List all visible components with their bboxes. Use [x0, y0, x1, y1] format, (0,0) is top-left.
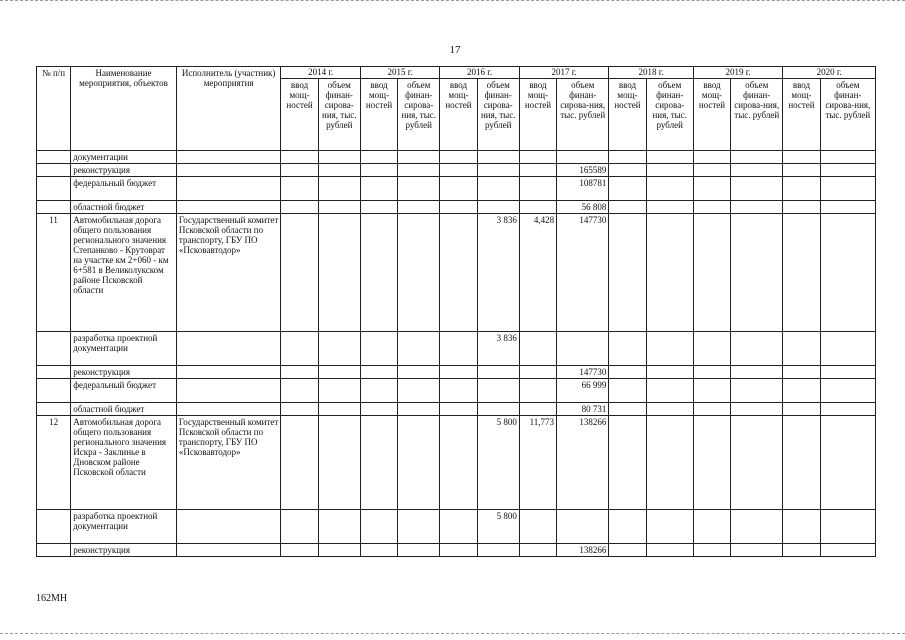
row-executor: Государственный комитет Псковской области по транспорту, ГБУ ПО «Псковавтодор» [176, 416, 281, 510]
finance-cell [646, 177, 693, 201]
capacity-cell [609, 510, 646, 544]
capacity-cell [783, 214, 820, 332]
finance-cell [398, 379, 440, 403]
table-row [37, 510, 876, 544]
row-name: федеральный бюджет [71, 379, 177, 403]
table-row [37, 214, 876, 332]
finance-cell [318, 416, 360, 510]
row-executor [176, 379, 281, 403]
capacity-cell [281, 201, 318, 214]
capacity-cell [440, 214, 477, 332]
sub-finance-2015: объем финан-сирова-ния, тыс. рублей [398, 79, 440, 151]
row-name: реконструкция [71, 164, 177, 177]
finance-cell [398, 416, 440, 510]
row-executor [176, 201, 281, 214]
row-executor [176, 177, 281, 201]
row-number [37, 201, 71, 214]
row-executor [176, 403, 281, 416]
finance-cell [820, 416, 875, 510]
row-name: реконструкция [71, 544, 177, 557]
row-executor [176, 366, 281, 379]
finance-cell [646, 201, 693, 214]
capacity-cell [440, 177, 477, 201]
sub-capacity-2017: ввод мощ-ностей [519, 79, 556, 151]
finance-cell [646, 416, 693, 510]
finance-cell [820, 544, 875, 557]
finance-cell: 66 999 [557, 379, 609, 403]
finance-cell [731, 416, 783, 510]
capacity-cell [783, 403, 820, 416]
capacity-cell [609, 544, 646, 557]
capacity-cell [693, 332, 730, 366]
program-table [36, 66, 876, 557]
finance-cell [477, 151, 519, 164]
capacity-cell [783, 366, 820, 379]
capacity-cell [783, 544, 820, 557]
capacity-cell [519, 151, 556, 164]
finance-cell [477, 379, 519, 403]
finance-cell: 138266 [557, 544, 609, 557]
finance-cell [731, 332, 783, 366]
footer-code: 162МН [36, 593, 68, 604]
table-row [37, 366, 876, 379]
capacity-cell: 4,428 [519, 214, 556, 332]
capacity-cell [440, 544, 477, 557]
capacity-cell [783, 510, 820, 544]
finance-cell [398, 151, 440, 164]
capacity-cell [360, 214, 397, 332]
row-executor [176, 151, 281, 164]
finance-cell [646, 151, 693, 164]
finance-cell [820, 403, 875, 416]
table-row [37, 151, 876, 164]
finance-cell: 165589 [557, 164, 609, 177]
finance-cell [731, 403, 783, 416]
finance-cell [820, 201, 875, 214]
year-header-2020: 2020 г. [783, 67, 876, 79]
capacity-cell [281, 151, 318, 164]
sub-capacity-2019: ввод мощ-ностей [693, 79, 730, 151]
capacity-cell [519, 366, 556, 379]
finance-cell [731, 510, 783, 544]
finance-cell [318, 403, 360, 416]
year-header-2018: 2018 г. [609, 67, 694, 79]
capacity-cell [360, 332, 397, 366]
sub-capacity-2015: ввод мощ-ностей [360, 79, 397, 151]
finance-cell: 56 808 [557, 201, 609, 214]
finance-cell [646, 544, 693, 557]
row-executor [176, 510, 281, 544]
finance-cell [318, 151, 360, 164]
row-number: 11 [37, 214, 71, 332]
year-header-2014: 2014 г. [281, 67, 360, 79]
capacity-cell [281, 403, 318, 416]
capacity-cell [693, 151, 730, 164]
row-executor: Государственный комитет Псковской области по транспорту, ГБУ ПО «Псковавтодор» [176, 214, 281, 332]
finance-cell [820, 366, 875, 379]
capacity-cell [609, 214, 646, 332]
row-number [37, 177, 71, 201]
row-number [37, 151, 71, 164]
capacity-cell [783, 151, 820, 164]
finance-cell [477, 164, 519, 177]
capacity-cell [609, 403, 646, 416]
capacity-cell [693, 403, 730, 416]
capacity-cell [281, 510, 318, 544]
finance-cell [557, 332, 609, 366]
finance-cell: 80 731 [557, 403, 609, 416]
row-number [37, 510, 71, 544]
row-number [37, 403, 71, 416]
capacity-cell [609, 332, 646, 366]
year-header-2019: 2019 г. [693, 67, 783, 79]
capacity-cell [360, 164, 397, 177]
row-name: разработка проектной документации [71, 510, 177, 544]
finance-cell [398, 403, 440, 416]
sub-capacity-2020: ввод мощ-ностей [783, 79, 820, 151]
sub-finance-2020: объем финан-сирова-ния, тыс. рублей [820, 79, 875, 151]
finance-cell [477, 366, 519, 379]
table-row [37, 544, 876, 557]
capacity-cell [360, 201, 397, 214]
year-header-2016: 2016 г. [440, 67, 519, 79]
capacity-cell [281, 332, 318, 366]
year-header-2015: 2015 г. [360, 67, 439, 79]
sub-finance-2017: объем финан-сирова-ния, тыс. рублей [557, 79, 609, 151]
capacity-cell [693, 177, 730, 201]
sub-finance-2019: объем финан-сирова-ния, тыс. рублей [731, 79, 783, 151]
finance-cell [820, 332, 875, 366]
capacity-cell [693, 510, 730, 544]
col-executor-header: Исполнитель (участник) мероприятия [176, 67, 281, 151]
finance-cell [477, 544, 519, 557]
capacity-cell [519, 544, 556, 557]
finance-cell [731, 214, 783, 332]
capacity-cell [609, 379, 646, 403]
capacity-cell [783, 164, 820, 177]
finance-cell [646, 214, 693, 332]
finance-cell: 147730 [557, 214, 609, 332]
table-row [37, 416, 876, 510]
finance-cell [731, 366, 783, 379]
finance-cell [318, 214, 360, 332]
row-number [37, 366, 71, 379]
finance-cell [646, 366, 693, 379]
finance-cell [477, 403, 519, 416]
capacity-cell [440, 201, 477, 214]
finance-cell [398, 201, 440, 214]
finance-cell [731, 544, 783, 557]
capacity-cell [360, 177, 397, 201]
finance-cell [398, 366, 440, 379]
finance-cell [731, 177, 783, 201]
top-scan-edge [0, 0, 905, 3]
sub-capacity-2018: ввод мощ-ностей [609, 79, 646, 151]
capacity-cell [360, 416, 397, 510]
finance-cell [318, 379, 360, 403]
col-num-header: № п/п [37, 67, 71, 151]
capacity-cell [519, 177, 556, 201]
row-number [37, 544, 71, 557]
finance-cell [820, 177, 875, 201]
row-name: областной бюджет [71, 403, 177, 416]
finance-cell [398, 164, 440, 177]
finance-cell: 108781 [557, 177, 609, 201]
row-number [37, 379, 71, 403]
capacity-cell [440, 332, 477, 366]
row-name: документации [71, 151, 177, 164]
capacity-cell [519, 332, 556, 366]
finance-cell [318, 510, 360, 544]
capacity-cell: 11,773 [519, 416, 556, 510]
capacity-cell [360, 510, 397, 544]
finance-cell: 138266 [557, 416, 609, 510]
capacity-cell [360, 544, 397, 557]
capacity-cell [440, 366, 477, 379]
finance-cell [398, 177, 440, 201]
finance-cell: 147730 [557, 366, 609, 379]
finance-cell [477, 201, 519, 214]
table-row [37, 379, 876, 403]
finance-cell: 5 800 [477, 510, 519, 544]
capacity-cell [281, 416, 318, 510]
capacity-cell [360, 366, 397, 379]
capacity-cell [281, 177, 318, 201]
capacity-cell [609, 164, 646, 177]
capacity-cell [440, 416, 477, 510]
finance-cell [398, 214, 440, 332]
row-name: областной бюджет [71, 201, 177, 214]
capacity-cell [609, 416, 646, 510]
capacity-cell [519, 164, 556, 177]
bottom-scan-edge [0, 633, 905, 636]
capacity-cell [783, 177, 820, 201]
row-executor [176, 164, 281, 177]
row-number [37, 332, 71, 366]
capacity-cell [783, 416, 820, 510]
sub-capacity-2014: ввод мощ-ностей [281, 79, 318, 151]
finance-cell [820, 214, 875, 332]
capacity-cell [693, 544, 730, 557]
finance-cell [646, 379, 693, 403]
finance-cell [318, 332, 360, 366]
finance-cell [557, 151, 609, 164]
capacity-cell [281, 214, 318, 332]
table-row [37, 201, 876, 214]
capacity-cell [693, 201, 730, 214]
capacity-cell [281, 379, 318, 403]
table-row [37, 403, 876, 416]
finance-cell [731, 151, 783, 164]
finance-cell [318, 201, 360, 214]
table-body [37, 151, 876, 557]
capacity-cell [360, 379, 397, 403]
col-name-header: Наименование мероприятия, объектов [71, 67, 177, 151]
finance-cell [318, 544, 360, 557]
capacity-cell [609, 201, 646, 214]
finance-cell [731, 379, 783, 403]
header-year-row [37, 67, 876, 79]
capacity-cell [693, 214, 730, 332]
finance-cell [731, 164, 783, 177]
finance-cell [318, 164, 360, 177]
finance-cell [820, 164, 875, 177]
row-name: реконструкция [71, 366, 177, 379]
capacity-cell [783, 201, 820, 214]
capacity-cell [281, 164, 318, 177]
finance-cell: 3 836 [477, 214, 519, 332]
finance-cell [318, 177, 360, 201]
finance-cell [820, 510, 875, 544]
capacity-cell [440, 403, 477, 416]
table-row [37, 177, 876, 201]
capacity-cell [609, 366, 646, 379]
capacity-cell [519, 403, 556, 416]
sub-capacity-2016: ввод мощ-ностей [440, 79, 477, 151]
finance-cell [820, 151, 875, 164]
capacity-cell [360, 403, 397, 416]
capacity-cell [609, 177, 646, 201]
sub-finance-2016: объем финан-сирова-ния, тыс. рублей [477, 79, 519, 151]
sub-finance-2014: объем финан-сирова-ния, тыс. рублей [318, 79, 360, 151]
capacity-cell [693, 379, 730, 403]
finance-cell [398, 510, 440, 544]
row-number [37, 164, 71, 177]
finance-cell [646, 403, 693, 416]
finance-cell [557, 510, 609, 544]
row-name: Автомобильная дорога общего пользования регионального значения Искра - Заклинье в Дновском районе Псковской области [71, 416, 177, 510]
finance-cell: 3 836 [477, 332, 519, 366]
page-number: 17 [449, 44, 461, 56]
finance-cell: 5 800 [477, 416, 519, 510]
row-name: федеральный бюджет [71, 177, 177, 201]
capacity-cell [440, 379, 477, 403]
row-name: Автомобильная дорога общего пользования регионального значения Степанково - Крутоврат на участке км 2+060 - км 6+581 в Великолукском районе Псковской области [71, 214, 177, 332]
table-row [37, 332, 876, 366]
table-row [37, 164, 876, 177]
finance-cell [731, 201, 783, 214]
capacity-cell [519, 510, 556, 544]
capacity-cell [440, 510, 477, 544]
row-name: разработка проектной документации [71, 332, 177, 366]
finance-cell [398, 544, 440, 557]
year-header-2017: 2017 г. [519, 67, 609, 79]
finance-cell [646, 164, 693, 177]
capacity-cell [360, 151, 397, 164]
capacity-cell [281, 544, 318, 557]
capacity-cell [440, 151, 477, 164]
finance-cell [820, 379, 875, 403]
finance-cell [318, 366, 360, 379]
finance-cell [477, 177, 519, 201]
capacity-cell [519, 379, 556, 403]
finance-cell [398, 332, 440, 366]
capacity-cell [519, 201, 556, 214]
capacity-cell [693, 416, 730, 510]
capacity-cell [783, 379, 820, 403]
capacity-cell [783, 332, 820, 366]
finance-cell [646, 510, 693, 544]
row-executor [176, 332, 281, 366]
capacity-cell [281, 366, 318, 379]
finance-cell [646, 332, 693, 366]
row-number: 12 [37, 416, 71, 510]
capacity-cell [693, 366, 730, 379]
capacity-cell [693, 164, 730, 177]
capacity-cell [609, 151, 646, 164]
row-executor [176, 544, 281, 557]
capacity-cell [440, 164, 477, 177]
sub-finance-2018: объем финан-сирова-ния, тыс. рублей [646, 79, 693, 151]
